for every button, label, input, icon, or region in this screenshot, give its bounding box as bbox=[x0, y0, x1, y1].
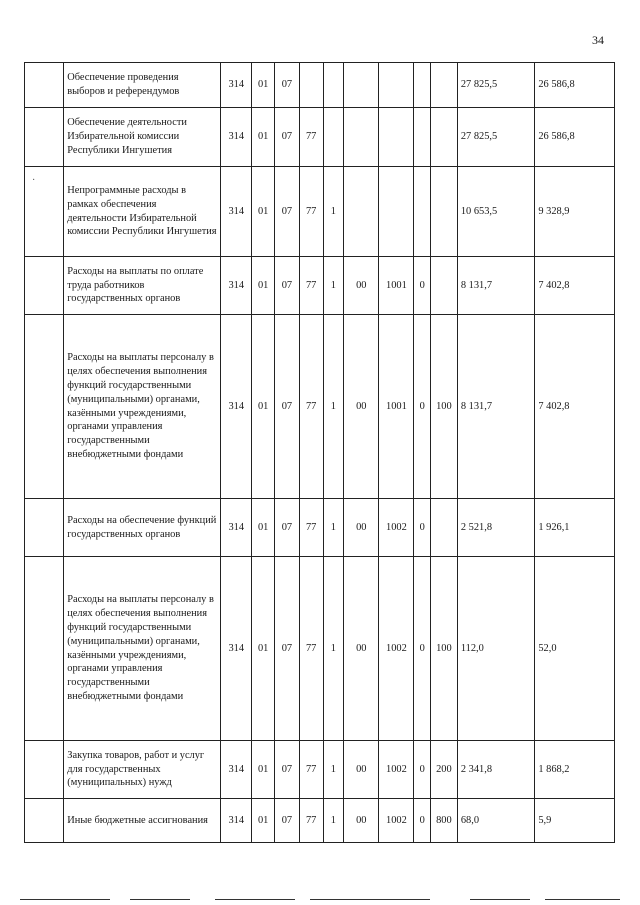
code-subsection: 07 bbox=[275, 741, 300, 799]
code-element bbox=[414, 63, 431, 108]
code-element: 0 bbox=[414, 557, 431, 741]
code-element: 0 bbox=[414, 499, 431, 557]
code-subsection: 07 bbox=[275, 257, 300, 315]
code-subsection: 07 bbox=[275, 799, 300, 843]
table-row bbox=[25, 108, 615, 167]
code-subprogram: 1 bbox=[323, 257, 344, 315]
table-row bbox=[25, 741, 615, 799]
code-program: 77 bbox=[299, 499, 323, 557]
scan-edge-line bbox=[130, 899, 190, 900]
code-group: 00 bbox=[344, 799, 379, 843]
amount-executed: 26 586,8 bbox=[535, 63, 615, 108]
row-name: Расходы на обеспечение функций государственных органов bbox=[64, 499, 221, 557]
blank-cell bbox=[25, 741, 64, 799]
amount-planned: 8 131,7 bbox=[457, 257, 534, 315]
code-subsection: 07 bbox=[275, 167, 300, 257]
code-ministry: 314 bbox=[221, 557, 252, 741]
code-expense-type: 200 bbox=[430, 741, 457, 799]
row-name: Расходы на выплаты персоналу в целях обеспечения выполнения функций государственными (муниципальными) органами, казёнными учреждениями, органами управления государственными внебюджетными фондами bbox=[64, 557, 221, 741]
code-section: 01 bbox=[252, 557, 275, 741]
amount-executed: 5,9 bbox=[535, 799, 615, 843]
code-ministry: 314 bbox=[221, 167, 252, 257]
code-direction: 1002 bbox=[379, 799, 414, 843]
blank-cell bbox=[25, 557, 64, 741]
margin-mark: · bbox=[32, 175, 36, 186]
code-element bbox=[414, 167, 431, 257]
code-direction bbox=[379, 108, 414, 167]
code-subsection: 07 bbox=[275, 108, 300, 167]
code-subsection: 07 bbox=[275, 63, 300, 108]
code-subsection: 07 bbox=[275, 557, 300, 741]
code-element: 0 bbox=[414, 741, 431, 799]
page-bottom-edge bbox=[0, 893, 640, 905]
blank-cell bbox=[25, 315, 64, 499]
code-section: 01 bbox=[252, 799, 275, 843]
code-group: 00 bbox=[344, 315, 379, 499]
code-expense-type: 800 bbox=[430, 799, 457, 843]
code-program bbox=[299, 63, 323, 108]
scan-edge-line bbox=[20, 899, 110, 900]
code-ministry: 314 bbox=[221, 799, 252, 843]
table-row bbox=[25, 499, 615, 557]
table-row bbox=[25, 257, 615, 315]
row-name: Расходы на выплаты персоналу в целях обеспечения выполнения функций государственными (муниципальными) органами, казёнными учреждениями, органами управления государственными внебюджетными фондами bbox=[64, 315, 221, 499]
table-body bbox=[25, 63, 615, 843]
blank-cell bbox=[25, 167, 64, 257]
row-name: Расходы на выплаты по оплате труда работников государственных органов bbox=[64, 257, 221, 315]
table-row bbox=[25, 315, 615, 499]
code-program: 77 bbox=[299, 557, 323, 741]
code-section: 01 bbox=[252, 315, 275, 499]
code-subprogram: 1 bbox=[323, 167, 344, 257]
code-ministry: 314 bbox=[221, 499, 252, 557]
code-program: 77 bbox=[299, 741, 323, 799]
code-direction bbox=[379, 63, 414, 108]
table-row bbox=[25, 557, 615, 741]
scan-edge-line bbox=[215, 899, 295, 900]
blank-cell bbox=[25, 499, 64, 557]
code-group: 00 bbox=[344, 741, 379, 799]
row-name: Иные бюджетные ассигнования bbox=[64, 799, 221, 843]
code-ministry: 314 bbox=[221, 741, 252, 799]
scan-edge-line bbox=[310, 899, 430, 900]
code-subprogram: 1 bbox=[323, 799, 344, 843]
code-ministry: 314 bbox=[221, 257, 252, 315]
code-direction bbox=[379, 167, 414, 257]
code-ministry: 314 bbox=[221, 108, 252, 167]
code-expense-type: 100 bbox=[430, 557, 457, 741]
code-subprogram bbox=[323, 63, 344, 108]
scan-edge-line bbox=[470, 899, 530, 900]
blank-cell bbox=[25, 108, 64, 167]
code-program: 77 bbox=[299, 257, 323, 315]
code-expense-type bbox=[430, 63, 457, 108]
amount-executed: 1 926,1 bbox=[535, 499, 615, 557]
code-element: 0 bbox=[414, 315, 431, 499]
amount-executed: 7 402,8 bbox=[535, 315, 615, 499]
code-direction: 1001 bbox=[379, 315, 414, 499]
budget-table bbox=[24, 62, 615, 843]
blank-cell bbox=[25, 257, 64, 315]
code-element: 0 bbox=[414, 257, 431, 315]
amount-planned: 2 341,8 bbox=[457, 741, 534, 799]
code-group: 00 bbox=[344, 257, 379, 315]
code-subsection: 07 bbox=[275, 499, 300, 557]
table-row bbox=[25, 799, 615, 843]
code-ministry: 314 bbox=[221, 63, 252, 108]
table-row bbox=[25, 63, 615, 108]
code-element bbox=[414, 108, 431, 167]
amount-planned: 2 521,8 bbox=[457, 499, 534, 557]
amount-planned: 27 825,5 bbox=[457, 63, 534, 108]
code-program: 77 bbox=[299, 799, 323, 843]
code-group: 00 bbox=[344, 557, 379, 741]
amount-planned: 68,0 bbox=[457, 799, 534, 843]
code-subprogram bbox=[323, 108, 344, 167]
code-section: 01 bbox=[252, 63, 275, 108]
amount-executed: 52,0 bbox=[535, 557, 615, 741]
page-number: 34 bbox=[592, 33, 604, 47]
code-subprogram: 1 bbox=[323, 557, 344, 741]
code-subprogram: 1 bbox=[323, 315, 344, 499]
code-section: 01 bbox=[252, 108, 275, 167]
code-expense-type bbox=[430, 108, 457, 167]
row-name: Закупка товаров, работ и услуг для государственных (муниципальных) нужд bbox=[64, 741, 221, 799]
code-section: 01 bbox=[252, 167, 275, 257]
scan-edge-line bbox=[545, 899, 620, 900]
amount-planned: 27 825,5 bbox=[457, 108, 534, 167]
row-name: Непрограммные расходы в рамках обеспечения деятельности Избирательной комиссии Республики Ингушетия bbox=[64, 167, 221, 257]
code-section: 01 bbox=[252, 499, 275, 557]
row-name: Обеспечение проведения выборов и референдумов bbox=[64, 63, 221, 108]
amount-executed: 7 402,8 bbox=[535, 257, 615, 315]
code-expense-type bbox=[430, 499, 457, 557]
code-direction: 1002 bbox=[379, 499, 414, 557]
blank-cell bbox=[25, 63, 64, 108]
code-program: 77 bbox=[299, 167, 323, 257]
code-expense-type bbox=[430, 167, 457, 257]
code-ministry: 314 bbox=[221, 315, 252, 499]
code-direction: 1002 bbox=[379, 741, 414, 799]
code-direction: 1001 bbox=[379, 257, 414, 315]
code-expense-type bbox=[430, 257, 457, 315]
code-program: 77 bbox=[299, 108, 323, 167]
amount-executed: 1 868,2 bbox=[535, 741, 615, 799]
code-group bbox=[344, 167, 379, 257]
blank-cell bbox=[25, 799, 64, 843]
code-direction: 1002 bbox=[379, 557, 414, 741]
amount-planned: 8 131,7 bbox=[457, 315, 534, 499]
amount-executed: 26 586,8 bbox=[535, 108, 615, 167]
code-subsection: 07 bbox=[275, 315, 300, 499]
table-row bbox=[25, 167, 615, 257]
amount-planned: 112,0 bbox=[457, 557, 534, 741]
code-subprogram: 1 bbox=[323, 741, 344, 799]
code-subprogram: 1 bbox=[323, 499, 344, 557]
row-name: Обеспечение деятельности Избирательной комиссии Республики Ингушетия bbox=[64, 108, 221, 167]
amount-executed: 9 328,9 bbox=[535, 167, 615, 257]
code-section: 01 bbox=[252, 741, 275, 799]
code-expense-type: 100 bbox=[430, 315, 457, 499]
amount-planned: 10 653,5 bbox=[457, 167, 534, 257]
code-group: 00 bbox=[344, 499, 379, 557]
code-group bbox=[344, 108, 379, 167]
code-element: 0 bbox=[414, 799, 431, 843]
code-group bbox=[344, 63, 379, 108]
code-program: 77 bbox=[299, 315, 323, 499]
code-section: 01 bbox=[252, 257, 275, 315]
